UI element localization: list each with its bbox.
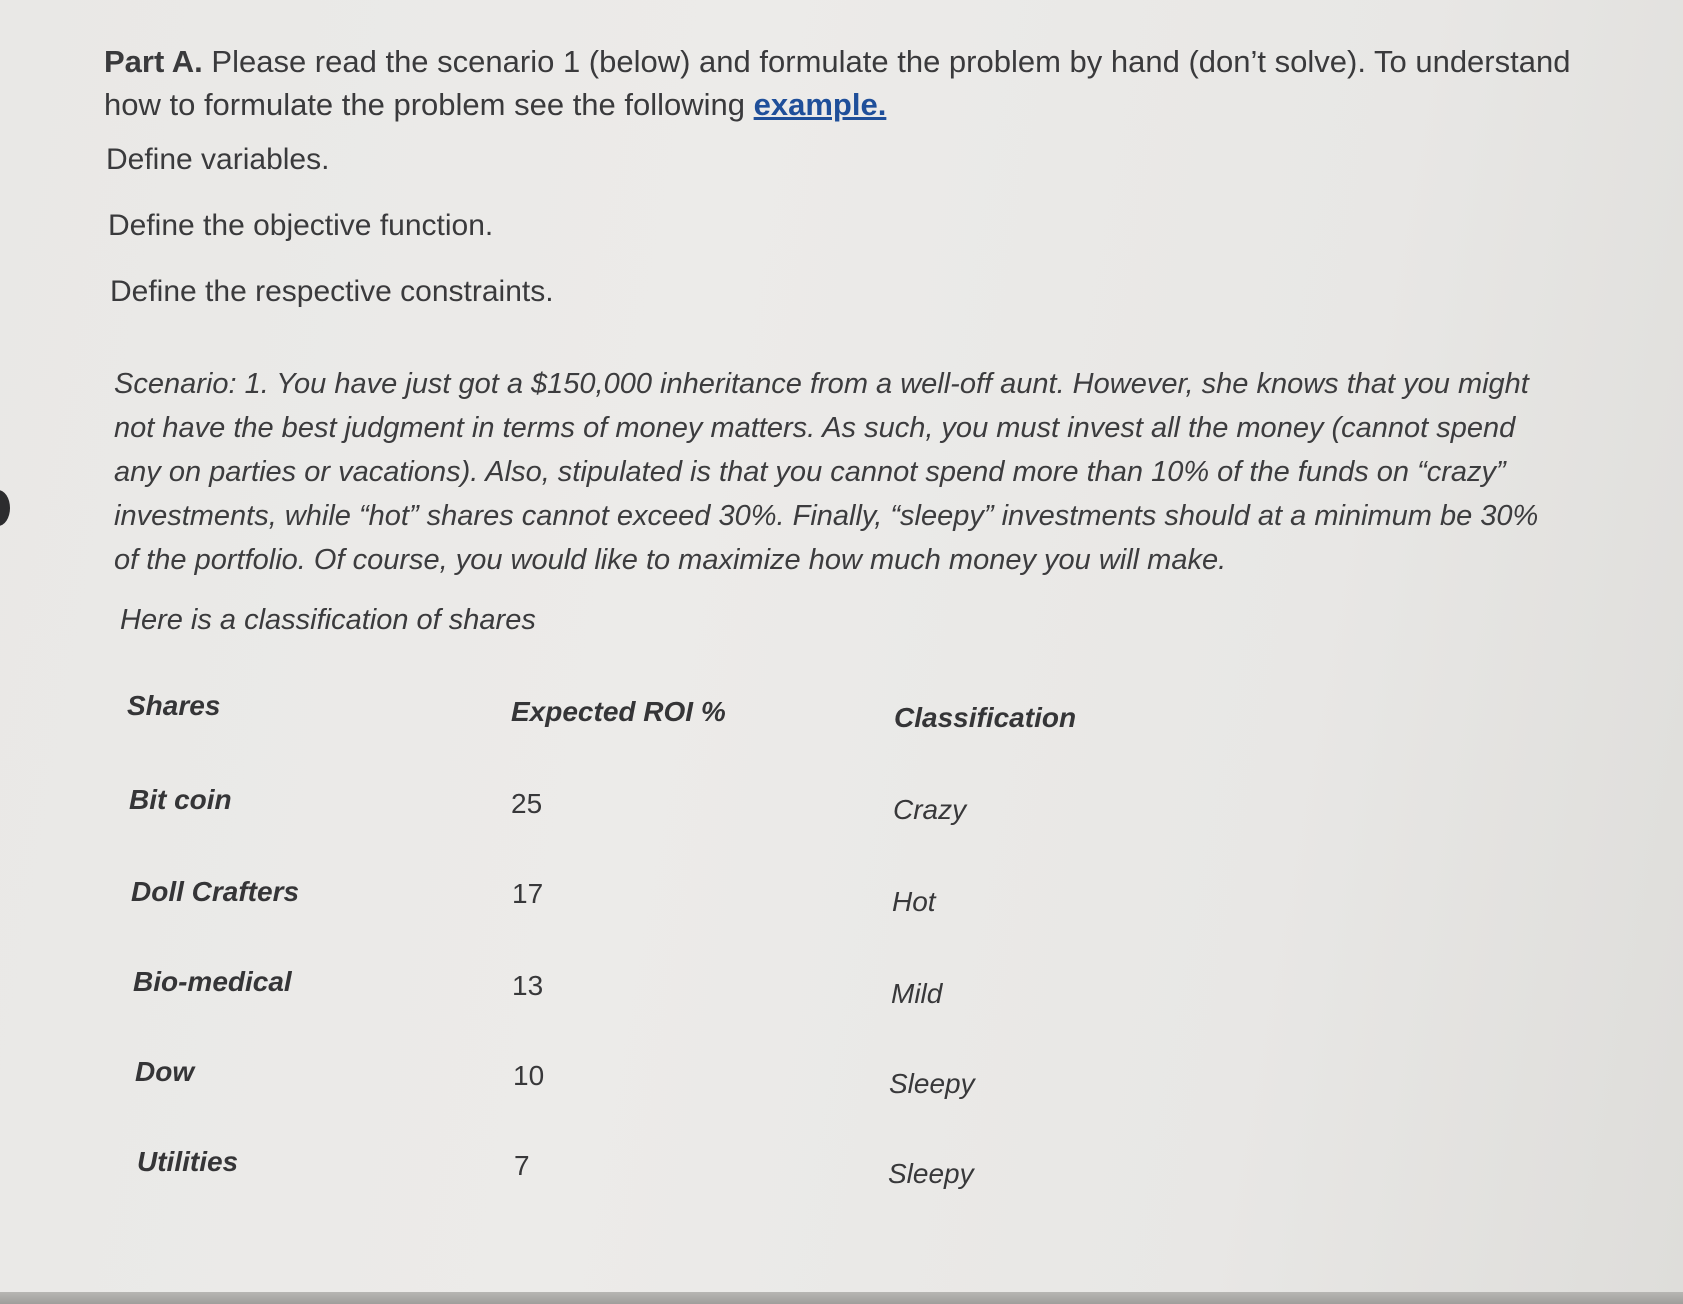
expected-roi: 13 xyxy=(512,970,544,1001)
intro-paragraph xyxy=(104,40,1594,126)
example-link[interactable]: example. xyxy=(753,87,887,122)
classification: Hot xyxy=(892,886,936,917)
expected-roi: 10 xyxy=(513,1060,545,1091)
share-name: Dow xyxy=(135,1056,195,1087)
table-row xyxy=(122,876,1122,936)
instruction-define-variables: Define variables. xyxy=(106,143,330,176)
table-row xyxy=(122,784,1122,844)
header-expected-roi: Expected ROI % xyxy=(511,696,726,727)
instruction-define-constraints: Define the respective constraints. xyxy=(110,275,554,308)
share-name: Bio-medical xyxy=(133,966,292,997)
edge-marker xyxy=(0,490,10,526)
expected-roi: 7 xyxy=(514,1150,530,1181)
classification: Crazy xyxy=(893,794,967,825)
header-shares: Shares xyxy=(127,690,221,721)
table-row xyxy=(122,1146,1122,1206)
share-name: Doll Crafters xyxy=(131,876,300,907)
screen-bottom-edge xyxy=(0,1292,1683,1304)
classification: Mild xyxy=(891,978,943,1009)
part-label: Part A. xyxy=(104,44,203,79)
classification-intro: Here is a classification of shares xyxy=(120,604,536,636)
expected-roi: 17 xyxy=(512,878,544,909)
intro-text: Please read the scenario 1 (below) and formulate the problem by hand (don’t solve). To understand how to formulate the problem see the following xyxy=(104,44,1571,122)
table-row xyxy=(122,1056,1122,1116)
instruction-define-objective: Define the objective function. xyxy=(108,209,494,242)
share-name: Utilities xyxy=(137,1146,239,1177)
table-row xyxy=(122,966,1122,1026)
expected-roi: 25 xyxy=(511,788,543,819)
classification: Sleepy xyxy=(889,1068,975,1099)
share-name: Bit coin xyxy=(129,784,232,815)
scenario-paragraph: Scenario: 1. You have just got a $150,000 inheritance from a well-off aunt. However, she knows that you might not have the best judgment in terms of money matters. As such, you must invest all the money (cannot spend any on parties or vacations). Also, stipulated is that you cannot spend more than 10% of the funds on “crazy” investments, while “hot” shares cannot exceed 30%. Finally, “sleepy” investments should at a minimum be 30% of the portfolio. Of course, you would like to maximize how much money you will make. xyxy=(114,368,1539,576)
header-classification: Classification xyxy=(894,702,1077,733)
classification: Sleepy xyxy=(888,1158,974,1189)
